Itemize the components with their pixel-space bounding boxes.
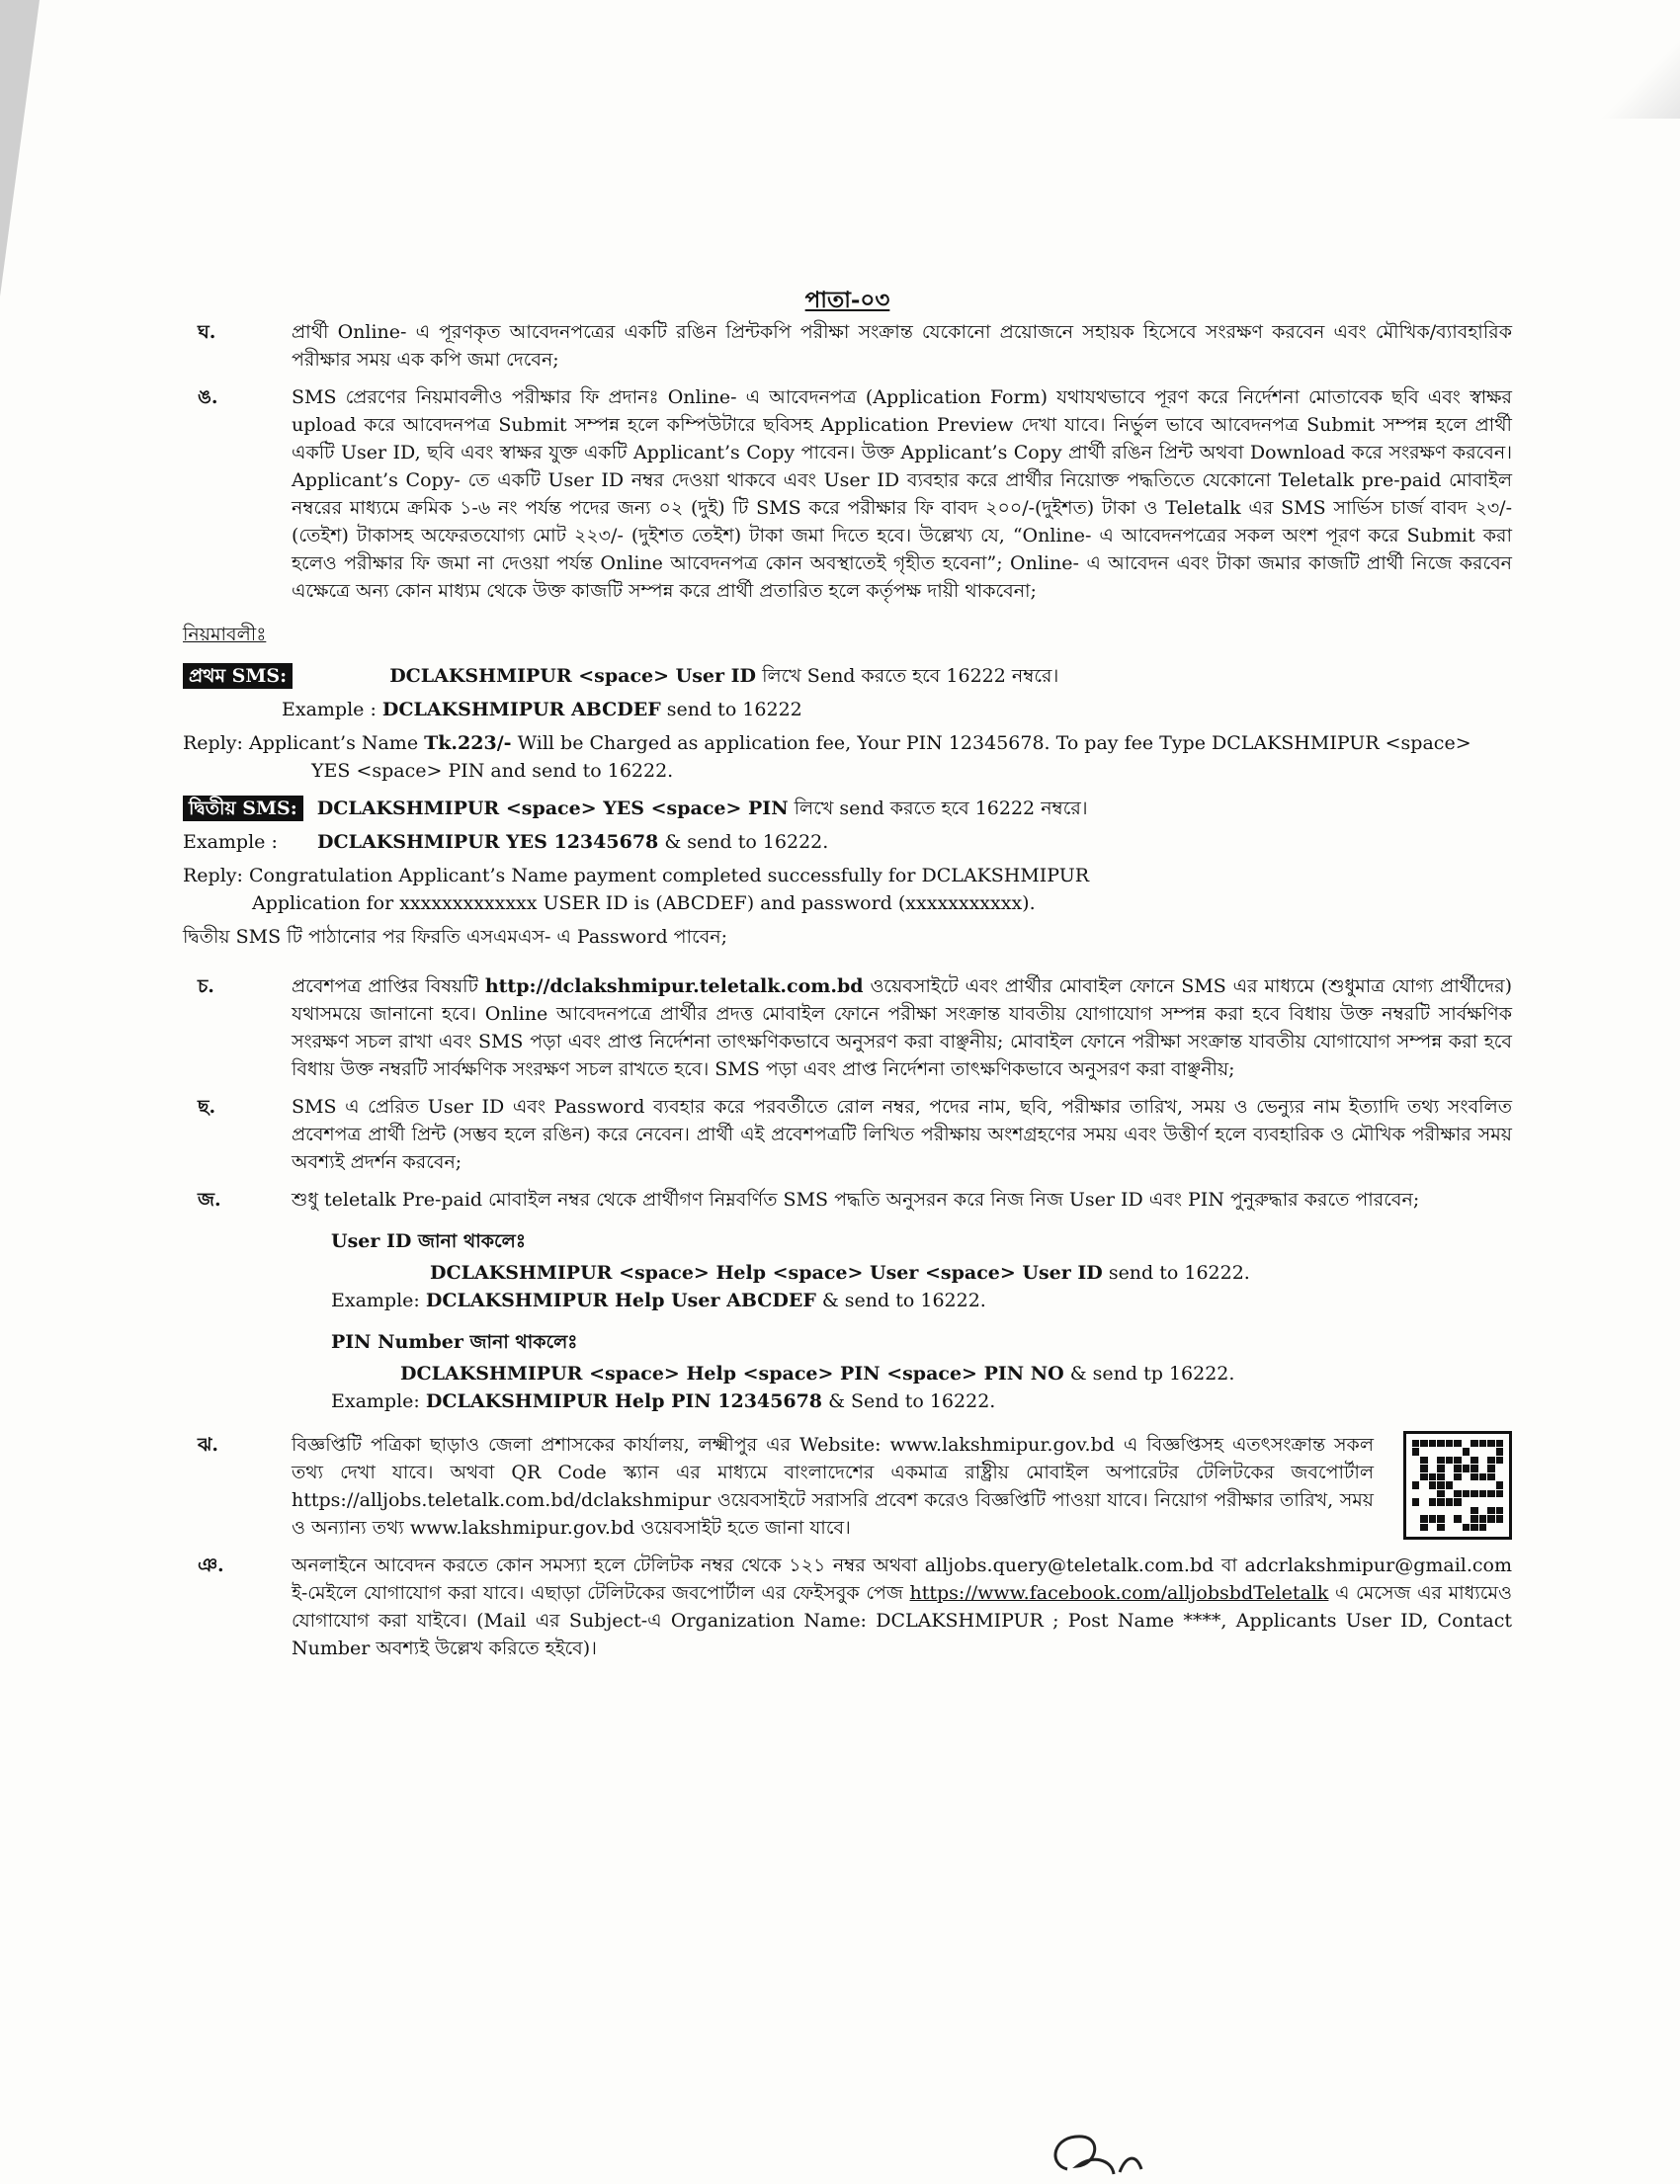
qr-module xyxy=(1470,1473,1477,1480)
qr-module xyxy=(1429,1448,1436,1455)
qr-module xyxy=(1496,1457,1503,1464)
pin-example-tail: & Send to 16222. xyxy=(828,1390,996,1412)
item-marker: ঙ. xyxy=(198,386,218,408)
pin-heading: PIN Number জানা থাকলেঃ xyxy=(331,1331,578,1353)
sms2-example-tail: & send to 16222. xyxy=(664,831,829,853)
qr-module xyxy=(1487,1481,1494,1488)
qr-module xyxy=(1487,1524,1494,1531)
item-text: SMS প্রেরণের নিয়মাবলীও পরীক্ষার ফি প্রদানঃ Online- এ আবেদনপত্র (Application Form) যথাযথভাবে পূরণ করে নির্দেশনা মোতাবেক ছবি এবং স্বাক্ষর upload করে আবেদনপত্র Submit সম্পন্ন হলে কম্পিউটারে ছবিসহ Application Preview দেখা যাবে। নির্ভুল ভাবে আবেদনপত্র Submit সম্পন্ন হলে প্রার্থী একটি User ID, ছবি এবং স্বাক্ষর যুক্ত একটি Applicant’s Copy পাবেন। উক্ত Applicant’s Copy প্রার্থী রঙিন প্রিন্ট অথবা Download করে সংরক্ষণ করবেন। Applicant’s Copy- তে একটি User ID নম্বর দেওয়া থাকবে এবং User ID ব্যবহার করে প্রার্থীর নিয়োক্ত পদ্ধতিতে যেকোনো Teletalk pre-paid মোবাইল নম্বরের মাধ্যমে ক্রমিক ১-৬ নং পর্যন্ত পদের জন্য ০২ (দুই) টি SMS করে পরীক্ষার ফি বাবদ ২০০/-(দুইশত) টাকা ও Teletalk এর SMS সার্ভিস চার্জ বাবদ ২৩/- (তেইশ) টাকাসহ অফেরতযোগ্য মোট ২২৩/- (দুইশত তেইশ) টাকা জমা দিতে হবে। উল্লেখ্য যে, “Online- এ আবেদনপত্রের সকল অংশ পূরণ করে Submit করা হলেও পরীক্ষার ফি জমা না দেওয়া পর্যন্ত Online আবেদনপত্র কোন অবস্থাতেই গৃহীত হবেনা”; Online- এ আবেদন এবং টাকা জমার কাজটি প্রার্থী নিজে করবেন এক্ষেত্রে অন্য কোন মাধ্যম থেকে উক্ত কাজটি সম্পন্ন করে প্রার্থী প্রতারিত হলে কর্তৃপক্ষ দায়ী থাকবেনা; xyxy=(292,386,1512,602)
sms2-reply-b: Application for xxxxxxxxxxxxx USER ID is (ABCDEF) and password (xxxxxxxxxxx). xyxy=(252,892,1036,914)
qr-module xyxy=(1470,1515,1477,1522)
qr-module xyxy=(1470,1457,1477,1464)
qr-module xyxy=(1437,1473,1444,1480)
qr-module xyxy=(1412,1498,1419,1505)
qr-module xyxy=(1446,1490,1453,1497)
qr-module xyxy=(1437,1524,1444,1531)
qr-module xyxy=(1412,1481,1419,1488)
sms1-reply-c: Will be Charged as application fee, Your PIN 12345678. To pay fee Type DCLAKSHMIPUR <space> xyxy=(517,732,1471,754)
qr-module xyxy=(1487,1440,1494,1447)
qr-module xyxy=(1463,1507,1470,1514)
qr-module xyxy=(1446,1448,1453,1455)
pin-example-cmd: DCLAKSHMIPUR Help PIN 12345678 xyxy=(425,1390,823,1412)
qr-module xyxy=(1437,1457,1444,1464)
item-marker: জ. xyxy=(198,1189,221,1211)
qr-module xyxy=(1437,1440,1444,1447)
qr-module xyxy=(1463,1448,1470,1455)
qr-module xyxy=(1470,1490,1477,1497)
qr-module xyxy=(1429,1498,1436,1505)
qr-module xyxy=(1479,1524,1486,1531)
qr-module xyxy=(1437,1465,1444,1471)
item-nga xyxy=(183,383,1512,605)
qr-module xyxy=(1496,1498,1503,1505)
qr-module xyxy=(1470,1507,1477,1514)
qr-module xyxy=(1479,1507,1486,1514)
sms2-command-tail: লিখে send করতে হবে 16222 নম্বরে। xyxy=(794,798,1088,819)
qr-module xyxy=(1496,1515,1503,1522)
qr-module xyxy=(1429,1490,1436,1497)
qr-module xyxy=(1487,1498,1494,1505)
qr-module xyxy=(1463,1465,1470,1471)
qr-module xyxy=(1429,1465,1436,1471)
qr-module xyxy=(1446,1465,1453,1471)
sms2-tag: দ্বিতীয় SMS: xyxy=(183,796,303,821)
sms2-reply xyxy=(183,862,1512,917)
pin-cmd: DCLAKSHMIPUR <space> Help <space> PIN <space> PIN NO xyxy=(400,1363,1064,1385)
item-marker: ঘ. xyxy=(198,321,216,343)
sms1-example-cmd: DCLAKSHMIPUR ABCDEF xyxy=(381,699,661,720)
qr-module xyxy=(1446,1473,1453,1480)
qr-module xyxy=(1420,1490,1427,1497)
qr-module xyxy=(1446,1507,1453,1514)
qr-module xyxy=(1496,1465,1503,1471)
qr-module xyxy=(1496,1481,1503,1488)
qr-module xyxy=(1412,1440,1419,1447)
user-id-example-label: Example: xyxy=(331,1290,420,1311)
qr-module xyxy=(1496,1473,1503,1480)
pin-cmd-tail: & send tp 16222. xyxy=(1069,1363,1235,1385)
qr-module xyxy=(1479,1498,1486,1505)
qr-module xyxy=(1454,1524,1461,1531)
qr-module xyxy=(1429,1507,1436,1514)
qr-module xyxy=(1496,1507,1503,1514)
qr-module xyxy=(1479,1448,1486,1455)
qr-module xyxy=(1487,1473,1494,1480)
pin-command xyxy=(292,1360,1512,1387)
qr-module xyxy=(1470,1448,1477,1455)
qr-module xyxy=(1479,1465,1486,1471)
qr-module xyxy=(1463,1440,1470,1447)
user-id-cmd: DCLAKSHMIPUR <space> Help <space> User <space> User ID xyxy=(430,1262,1103,1284)
item-text xyxy=(292,1552,1512,1662)
sms2-example-label: Example : xyxy=(183,831,278,853)
sms1-reply xyxy=(183,729,1512,785)
qr-module xyxy=(1479,1515,1486,1522)
sms1-command-line xyxy=(183,662,1512,690)
item-cha-a: প্রবেশপত্র প্রাপ্তির বিষয়টি xyxy=(292,975,478,997)
qr-module xyxy=(1470,1465,1477,1471)
qr-module xyxy=(1420,1515,1427,1522)
qr-module xyxy=(1429,1473,1436,1480)
qr-module xyxy=(1470,1498,1477,1505)
sms1-reply-label: Reply: xyxy=(183,732,243,754)
item-nya xyxy=(183,1552,1512,1662)
qr-module xyxy=(1420,1448,1427,1455)
qr-module xyxy=(1454,1515,1461,1522)
qr-module xyxy=(1463,1481,1470,1488)
sms2-example xyxy=(183,828,1512,856)
qr-module xyxy=(1412,1465,1419,1471)
qr-module xyxy=(1437,1490,1444,1497)
item-marker: ছ. xyxy=(198,1096,216,1118)
sms2-command-line xyxy=(183,795,1512,822)
sms1-reply-d: YES <space> PIN and send to 16222. xyxy=(311,760,674,782)
qr-module xyxy=(1446,1524,1453,1531)
qr-module xyxy=(1479,1490,1486,1497)
qr-module xyxy=(1487,1457,1494,1464)
item-nya-b: এ মেসেজ এর মাধ্যমেও যোগাযোগ করা যাইবে। (Mail এর Subject-এ Organization Name: DCLAKSHMIPUR ; Post Name ****, Applicants User ID, Contact Number অবশ্যই উল্লেখ করিতে হইবে)। xyxy=(292,1582,1512,1659)
document-page xyxy=(183,287,1512,1672)
item-ja xyxy=(183,1186,1512,1415)
qr-module xyxy=(1420,1481,1427,1488)
item-cha-b: ওয়েবসাইটে এবং প্রার্থীর মোবাইল ফোনে SMS এর মাধ্যমে (শুধুমাত্র যোগ্য প্রার্থীদের) যথাসময়ে জানানো হবে। Online আবেদনপত্রে প্রার্থীর প্রদত্ত মোবাইল ফোনে পরীক্ষা সংক্রান্ত যাবতীয় যোগাযোগ সম্পন্ন করা হবে বিধায় উক্ত নম্বরটি সার্বক্ষণিক সংরক্ষণ সচল রাখা এবং SMS পড়া এবং প্রাপ্ত নির্দেশনা তাৎক্ষণিকভাবে অনুসরণ করা বাঞ্ছনীয়; মোবাইল ফোনে পরীক্ষা সংক্রান্ত যাবতীয় যোগাযোগ সম্পন্ন করা হবে বিধায় উক্ত নম্বরটি সার্বক্ষণিক সংরক্ষণ সচল রাখতে হবে। SMS পড়া এবং প্রাপ্ত নির্দেশনা তাৎক্ষণিকভাবে অনুসরণ করা বাঞ্ছনীয়; xyxy=(292,975,1513,1080)
qr-module xyxy=(1412,1490,1419,1497)
qr-module xyxy=(1454,1490,1461,1497)
page-edge-shadow xyxy=(1601,0,1680,119)
qr-module xyxy=(1420,1465,1427,1471)
rules-heading: নিয়মাবলীঃ xyxy=(183,624,267,645)
item-chha xyxy=(183,1093,1512,1176)
page-number-header: পাতা-০৩ xyxy=(804,287,890,313)
sms1-command: DCLAKSHMIPUR <space> User ID xyxy=(389,665,757,687)
qr-module xyxy=(1420,1457,1427,1464)
qr-module xyxy=(1487,1490,1494,1497)
qr-module xyxy=(1487,1448,1494,1455)
qr-module xyxy=(1446,1515,1453,1522)
sms1-example-label: Example : xyxy=(282,699,377,720)
user-id-cmd-tail: send to 16222. xyxy=(1108,1262,1250,1284)
qr-module xyxy=(1463,1490,1470,1497)
pin-example xyxy=(292,1387,1512,1415)
sms2-example-cmd: DCLAKSHMIPUR YES 12345678 xyxy=(317,831,659,853)
qr-module xyxy=(1487,1515,1494,1522)
qr-module xyxy=(1479,1440,1486,1447)
qr-module xyxy=(1487,1507,1494,1514)
qr-module xyxy=(1479,1481,1486,1488)
pin-example-label: Example: xyxy=(331,1390,420,1412)
sms1-block xyxy=(183,662,1512,785)
qr-module xyxy=(1446,1481,1453,1488)
qr-module xyxy=(1496,1448,1503,1455)
qr-module xyxy=(1412,1507,1419,1514)
user-id-example-cmd: DCLAKSHMIPUR Help User ABCDEF xyxy=(425,1290,816,1311)
qr-module xyxy=(1446,1440,1453,1447)
qr-module xyxy=(1496,1524,1503,1531)
item-jha xyxy=(183,1431,1512,1542)
item-text: SMS এ প্রেরিত User ID এবং Password ব্যবহার করে পরবর্তীতে রোল নম্বর, পদের নাম, ছবি, পরীক্ষার তারিখ, সময় ও ভেন্যুর নাম ইত্যাদি তথ্য সংবলিত প্রবেশপত্র প্রার্থী প্রিন্ট (সম্ভব হলে রঙিন) করে নেবেন। প্রার্থী এই প্রবেশপত্রটি লিখিত পরীক্ষায় অংশগ্রহণের সময় এবং উত্তীর্ণ হলে ব্যবহারিক ও মৌখিক পরীক্ষার সময় অবশ্যই প্রদর্শন করবেন; xyxy=(292,1096,1512,1173)
signature-mark xyxy=(1043,2125,1151,2184)
qr-module xyxy=(1470,1524,1477,1531)
qr-module xyxy=(1496,1440,1503,1447)
qr-module xyxy=(1446,1457,1453,1464)
item-text xyxy=(292,972,1512,1083)
qr-code-icon[interactable] xyxy=(1403,1431,1512,1540)
user-id-heading: User ID জানা থাকলেঃ xyxy=(331,1230,526,1252)
qr-module xyxy=(1429,1440,1436,1447)
qr-module xyxy=(1454,1473,1461,1480)
qr-module xyxy=(1429,1515,1436,1522)
qr-module xyxy=(1463,1515,1470,1522)
qr-module xyxy=(1412,1457,1419,1464)
item-text: প্রার্থী Online- এ পূরণকৃত আবেদনপত্রের একটি রঙিন প্রিন্টকপি পরীক্ষা সংক্রান্ত যেকোনো প্রয়োজনে সহায়ক হিসেবে সংরক্ষণ করবেন এবং মৌখিক/ব্যাবহারিক পরীক্ষার সময় এক কপি জমা দেবেন; xyxy=(292,321,1512,371)
qr-module xyxy=(1429,1481,1436,1488)
qr-module xyxy=(1470,1440,1477,1447)
qr-module xyxy=(1437,1481,1444,1488)
item-text: শুধু teletalk Pre-paid মোবাইল নম্বর থেকে প্রার্থীগণ নিম্নবর্ণিত SMS পদ্ধতি অনুসরন করে নিজ নিজ User ID এবং PIN পুনুরুদ্ধার করতে পারবেন; xyxy=(292,1189,1420,1211)
qr-module xyxy=(1463,1498,1470,1505)
scan-corner-fold xyxy=(0,0,40,296)
sms2-reply-a: Congratulation Applicant’s Name payment completed successfully for DCLAKSHMIPUR xyxy=(248,865,1090,886)
item-text: বিজ্ঞপ্তিটি পত্রিকা ছাড়াও জেলা প্রশাসকের কার্যালয়, লক্ষ্মীপুর এর Website: www.lakshmipur.gov.bd এ বিজ্ঞপ্তিসহ এতৎসংক্রান্ত সকল তথ্য দেখা যাবে। অথবা QR Code স্ক্যান এর মাধ্যমে বাংলাদেশের একমাত্র রাষ্ট্রীয় মোবাইল অপারেটর টেলিটকের জবপোর্টাল https://alljobs.teletalk.com.bd/dclakshmipur ওয়েবসাইটে সরাসরি প্রবেশ করেও বিজ্ঞপ্তিটি পাওয়া যাবে। নিয়োগ পরীক্ষার তারিখ, সময় ও অন্যান্য তথ্য www.lakshmipur.gov.bd ওয়েবসাইট হতে জানা যাবে। xyxy=(292,1434,1374,1539)
facebook-page-link[interactable]: https://www.facebook.com/alljobsbdTeletalk xyxy=(909,1582,1329,1604)
qr-module xyxy=(1412,1515,1419,1522)
qr-module xyxy=(1420,1440,1427,1447)
item-gha xyxy=(183,318,1512,374)
qr-module xyxy=(1454,1465,1461,1471)
qr-module xyxy=(1437,1515,1444,1522)
qr-module xyxy=(1429,1524,1436,1531)
qr-module xyxy=(1420,1507,1427,1514)
item-nya-a: অনলাইনে আবেদন করতে কোন সমস্যা হলে টেলিটক নম্বর থেকে ১২১ নম্বর অথবা alljobs.query@teletalk.com.bd বা adcrlakshmipur@gmail.com ই-মেইলে যোগাযোগ করা যাবে। এছাড়া টেলিটকের জবপোর্টাল এর ফেইসবুক পেজ xyxy=(292,1554,1512,1604)
user-id-command xyxy=(292,1259,1512,1287)
qr-module xyxy=(1412,1524,1419,1531)
qr-module xyxy=(1420,1524,1427,1531)
qr-module xyxy=(1429,1457,1436,1464)
sms2-command: DCLAKSHMIPUR <space> YES <space> PIN xyxy=(316,798,789,819)
admit-card-url[interactable]: http://dclakshmipur.teletalk.com.bd xyxy=(484,975,864,997)
qr-module xyxy=(1412,1448,1419,1455)
sms1-tag: প্রথম SMS: xyxy=(183,663,293,689)
qr-module xyxy=(1463,1457,1470,1464)
qr-module xyxy=(1496,1490,1503,1497)
qr-module xyxy=(1437,1498,1444,1505)
qr-module xyxy=(1446,1498,1453,1505)
qr-module xyxy=(1454,1440,1461,1447)
qr-module xyxy=(1454,1448,1461,1455)
qr-module xyxy=(1463,1524,1470,1531)
sms1-example-tail: send to 16222 xyxy=(666,699,802,720)
qr-module xyxy=(1437,1448,1444,1455)
qr-module xyxy=(1454,1481,1461,1488)
qr-module xyxy=(1463,1473,1470,1480)
sms2-block xyxy=(183,795,1512,951)
user-id-example-tail: & send to 16222. xyxy=(821,1290,986,1311)
sms1-reply-a: Applicant’s Name xyxy=(248,732,419,754)
qr-module xyxy=(1412,1473,1419,1480)
qr-module xyxy=(1454,1498,1461,1505)
sms2-reply-label: Reply: xyxy=(183,865,243,886)
qr-module xyxy=(1454,1457,1461,1464)
qr-module xyxy=(1420,1473,1427,1480)
qr-module xyxy=(1487,1465,1494,1471)
item-marker: চ. xyxy=(198,975,214,997)
qr-module xyxy=(1420,1498,1427,1505)
sms1-command-tail: লিখে Send করতে হবে 16222 নম্বরে। xyxy=(762,665,1059,687)
item-jha-row xyxy=(292,1431,1512,1542)
qr-module xyxy=(1479,1457,1486,1464)
qr-module xyxy=(1437,1507,1444,1514)
sms1-example xyxy=(183,696,1512,723)
sms2-note: দ্বিতীয় SMS টি পাঠানোর পর ফিরতি এসএমএস- এ Password পাবেন; xyxy=(183,926,728,948)
item-marker: ঞ. xyxy=(198,1554,224,1576)
qr-module xyxy=(1470,1481,1477,1488)
qr-module xyxy=(1479,1473,1486,1480)
qr-module xyxy=(1454,1507,1461,1514)
item-marker: ঝ. xyxy=(198,1434,218,1456)
user-id-example xyxy=(292,1287,1512,1314)
sms1-reply-b: Tk.223/- xyxy=(424,732,512,754)
item-cha xyxy=(183,972,1512,1083)
